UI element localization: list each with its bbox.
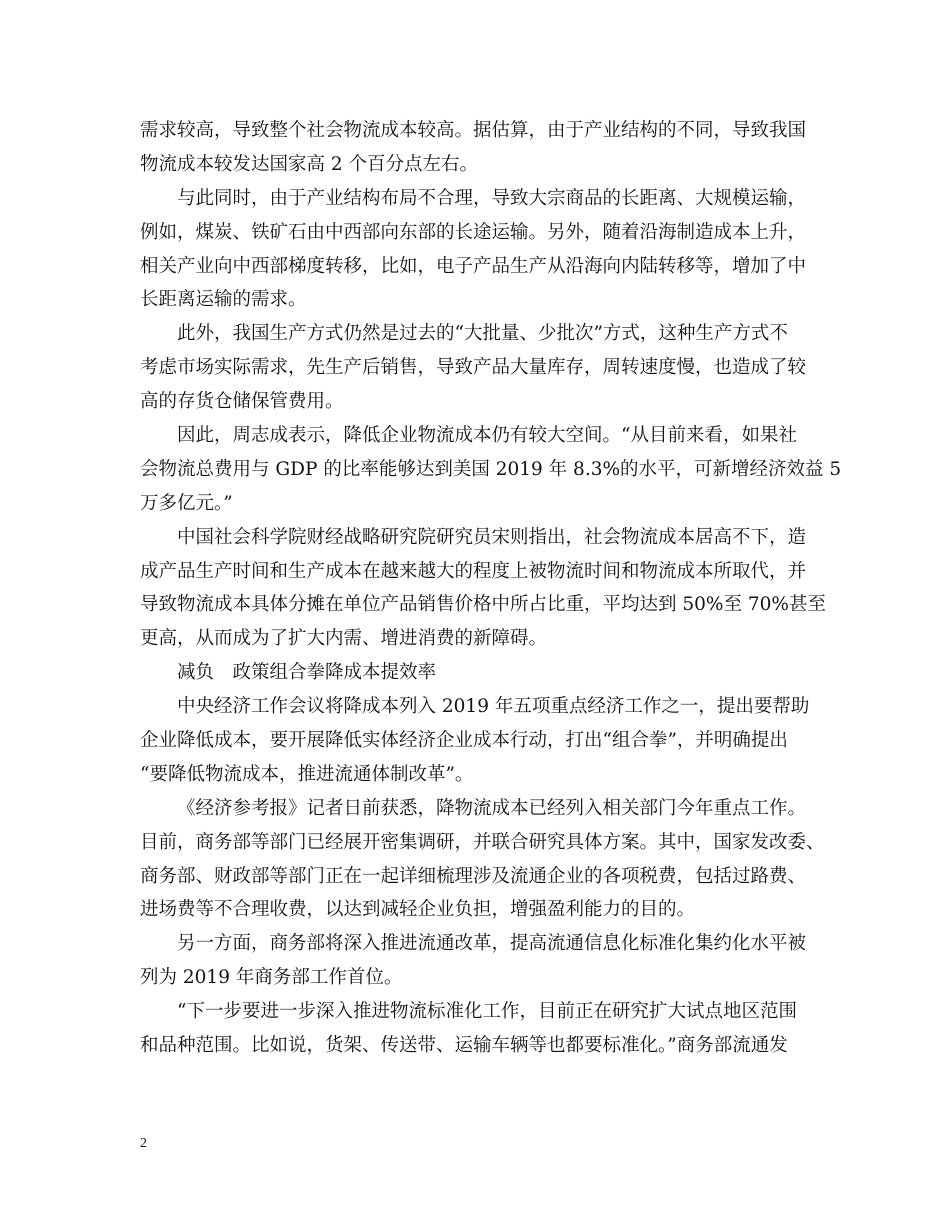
paragraph-start-line: “下一步要进一步深入推进物流标准化工作，目前正在研究扩大试点地区范围 — [177, 1001, 797, 1023]
text-line: 需求较高，导致整个社会物流成本较高。据估算，由于产业结构的不同，导致我国 — [140, 120, 807, 141]
paragraph-start-line: 中国社会科学院财经战略研究院研究员宋则指出，社会物流成本居高不下，造 — [177, 526, 807, 548]
text-line: 高的存货仓储保管费用。 — [140, 391, 344, 413]
text-line: 会物流总费用与 GDP 的比率能够达到美国 2019 年 8.3%的水平，可新增经济效益 5 — [140, 458, 842, 480]
document-body — [140, 114, 842, 1063]
text-line: 例如，煤炭、铁矿石由中西部向东部的长途运输。另外，随着沿海制造成本上升， — [140, 221, 807, 243]
page-number: 2 — [140, 1136, 147, 1151]
section-heading: 减负 政策组合拳降成本提效率 — [177, 662, 437, 684]
text-line: 考虑市场实际需求，先生产后销售，导致产品大量库存，周转速度慢，也造成了较 — [140, 357, 807, 379]
text-line: 进场费等不合理收费，以达到减轻企业负担，增强盈利能力的目的。 — [140, 899, 696, 921]
paragraph-start-line: 因此，周志成表示，降低企业物流成本仍有较大空间。“从目前来看，如果社 — [177, 425, 797, 447]
text-line: 成产品生产时间和生产成本在越来越大的程度上被物流时间和物流成本所取代，并 — [140, 560, 807, 582]
text-line: 导致物流成本具体分摊在单位产品销售价格中所占比重，平均达到 50%至 70%甚至 — [140, 594, 827, 616]
text-line: 目前，商务部等部门已经展开密集调研，并联合研究具体方案。其中，国家发改委、 — [140, 831, 825, 853]
text-line: 和品种范围。比如说，货架、传送带、运输车辆等也都要标准化。”商务部流通发 — [140, 1035, 788, 1057]
paragraph-start-line: 与此同时，由于产业结构布局不合理，导致大宗商品的长距离、大规模运输， — [177, 187, 807, 209]
text-line: 更高，从而成为了扩大内需、增进消费的新障碍。 — [140, 628, 548, 650]
text-line: 企业降低成本，要开展降低实体经济企业成本行动，打出“组合拳”，并明确提出 — [140, 730, 788, 752]
text-line: 列为 2019 年商务部工作首位。 — [140, 967, 403, 989]
text-line: 长距离运输的需求。 — [140, 289, 307, 311]
text-line: 万多亿元。” — [140, 492, 233, 514]
text-line: 商务部、财政部等部门正在一起详细梳理涉及流通企业的各项税费，包括过路费、 — [140, 865, 807, 887]
text-line: 物流成本较发达国家高 2 个百分点左右。 — [140, 153, 479, 175]
paragraph-start-line: 此外，我国生产方式仍然是过去的“大批量、少批次”方式，这种生产方式不 — [177, 323, 788, 345]
paragraph-start-line: 中央经济工作会议将降成本列入 2019 年五项重点经济工作之一，提出要帮助 — [177, 696, 810, 718]
text-line: “要降低物流成本，推进流通体制改革”。 — [140, 763, 474, 785]
paragraph-start-line: 《经济参考报》记者日前获悉，降物流成本已经列入相关部门今年重点工作。 — [177, 797, 807, 819]
paragraph-start-line: 另一方面，商务部将深入推进流通改革，提高流通信息化标准化集约化水平被 — [177, 933, 807, 955]
text-line: 相关产业向中西部梯度转移，比如，电子产品生产从沿海向内陆转移等，增加了中 — [140, 255, 807, 277]
